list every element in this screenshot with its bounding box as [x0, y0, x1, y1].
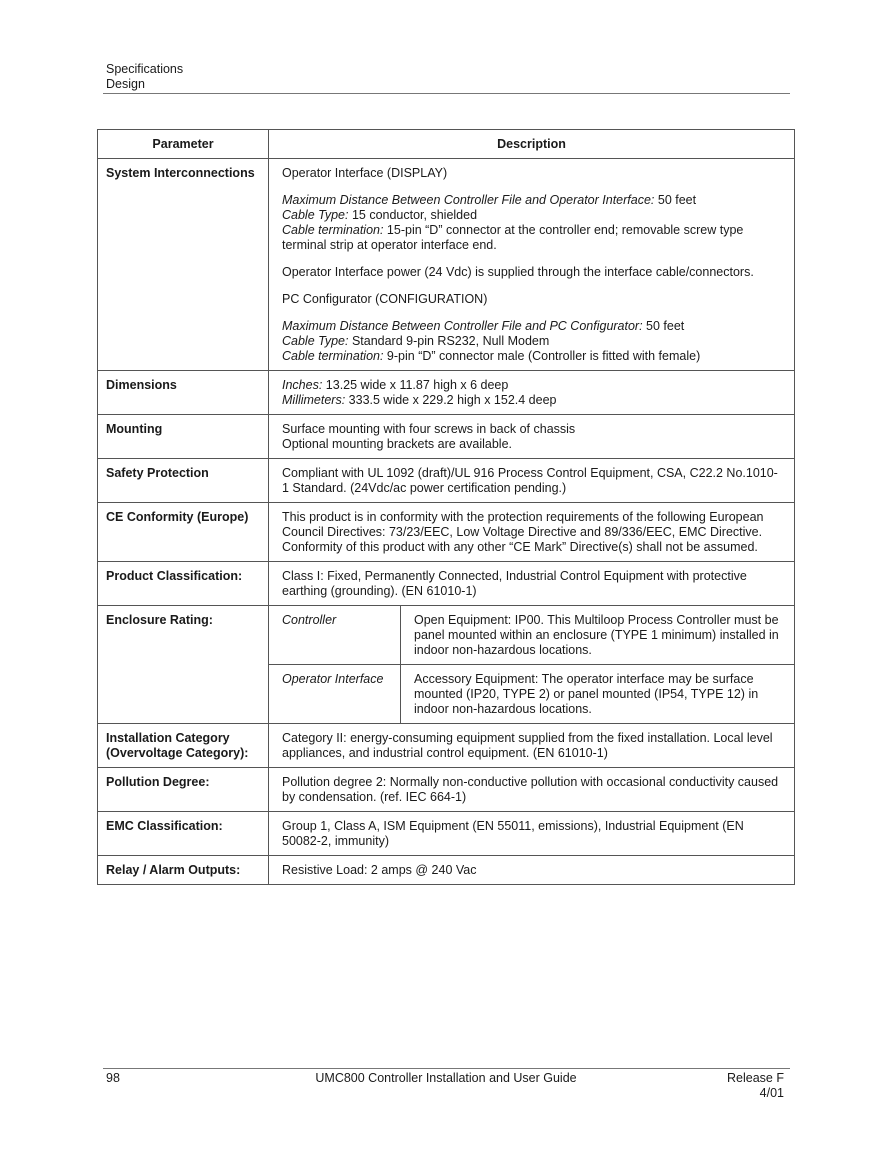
- desc-dimensions: [269, 371, 795, 415]
- operator-interface-power: Operator Interface power (24 Vdc) is supplied through the interface cable/connectors.: [282, 265, 754, 279]
- desc-pollution-degree: Pollution degree 2: Normally non-conductive pollution with occasional conductivity caused by condensation. (ref. IEC 664-1): [269, 768, 795, 812]
- spec-label: Cable termination:: [282, 349, 384, 363]
- param-dimensions: Dimensions: [98, 371, 269, 415]
- spec-label: Maximum Distance Between Controller File and Operator Interface:: [282, 193, 655, 207]
- enclosure-row: [269, 665, 794, 724]
- param-system-interconnections: System Interconnections: [98, 159, 269, 371]
- specifications-table: [97, 129, 795, 885]
- table-row: [98, 768, 795, 812]
- param-relay-alarm-outputs: Relay / Alarm Outputs:: [98, 856, 269, 885]
- table-row: [98, 159, 795, 371]
- param-ce-conformity: CE Conformity (Europe): [98, 503, 269, 562]
- param-enclosure-rating: Enclosure Rating:: [98, 606, 269, 724]
- desc-mounting: [269, 415, 795, 459]
- operator-interface-title: Operator Interface (DISPLAY): [282, 166, 448, 180]
- param-installation-category: Installation Category (Overvoltage Category):: [98, 724, 269, 768]
- spec-value: Standard 9-pin RS232, Null Modem: [348, 334, 550, 348]
- pc-configurator-title: PC Configurator (CONFIGURATION): [282, 292, 488, 306]
- param-emc-classification: EMC Classification:: [98, 812, 269, 856]
- operator-interface-specs: [282, 193, 780, 253]
- table-row: [98, 812, 795, 856]
- enclosure-subject: Operator Interface: [269, 665, 401, 724]
- column-header-parameter: Parameter: [98, 130, 269, 159]
- enclosure-subtable: [269, 606, 794, 723]
- table-row: [98, 856, 795, 885]
- table-row: [98, 724, 795, 768]
- desc-ce-conformity: This product is in conformity with the protection requirements of the following European Council Directives: 73/23/EEC, Low Voltage Directive and 89/336/EEC, EMC Directive. Conformity of this product with any other “CE Mark” Directive(s) shall not be assumed.: [269, 503, 795, 562]
- spec-value: 13.25 wide x 11.87 high x 6 deep: [322, 378, 509, 392]
- spec-label: Cable Type:: [282, 334, 349, 348]
- spec-value: 15 conductor, shielded: [348, 208, 478, 222]
- spec-value: 50 feet: [642, 319, 685, 333]
- running-header: [106, 62, 183, 92]
- header-rule: [103, 93, 790, 94]
- column-header-description: Description: [269, 130, 795, 159]
- mounting-line: Surface mounting with four screws in back of chassis: [282, 422, 576, 436]
- mounting-line: Optional mounting brackets are available.: [282, 437, 512, 451]
- param-product-classification: Product Classification:: [98, 562, 269, 606]
- desc-safety-protection: Compliant with UL 1092 (draft)/UL 916 Process Control Equipment, CSA, C22.2 No.1010-1 Standard. (24Vdc/ac power certification pending.): [269, 459, 795, 503]
- page-number: 98: [106, 1071, 120, 1085]
- desc-enclosure-rating: [269, 606, 795, 724]
- table-header-row: [98, 130, 795, 159]
- spec-label: Cable termination:: [282, 223, 384, 237]
- desc-emc-classification: Group 1, Class A, ISM Equipment (EN 55011, emissions), Industrial Equipment (EN 50082-2, immunity): [269, 812, 795, 856]
- release-date: 4/01: [759, 1086, 784, 1100]
- spec-value: 15-pin “D” connector at the controller end; removable screw type terminal strip at operator interface end.: [282, 223, 744, 252]
- spec-value: 9-pin “D” connector male (Controller is fitted with female): [383, 349, 701, 363]
- enclosure-subject: Controller: [269, 606, 401, 665]
- enclosure-row: [269, 606, 794, 665]
- spec-label: Millimeters:: [282, 393, 346, 407]
- table-row: [98, 606, 795, 724]
- enclosure-text: Accessory Equipment: The operator interface may be surface mounted (IP20, TYPE 2) or panel mounted (IP54, TYPE 12) in indoor non-hazardous locations.: [401, 665, 795, 724]
- param-pollution-degree: Pollution Degree:: [98, 768, 269, 812]
- enclosure-text: Open Equipment: IP00. This Multiloop Process Controller must be panel mounted within an enclosure (TYPE 1 minimum) installed in indoor non-hazardous locations.: [414, 613, 779, 657]
- header-section: Specifications: [106, 62, 184, 76]
- table-row: [98, 503, 795, 562]
- spec-value: 50 feet: [654, 193, 697, 207]
- table-row: [98, 459, 795, 503]
- pc-configurator-specs: [282, 319, 780, 364]
- table-row: [98, 562, 795, 606]
- table-row: [98, 415, 795, 459]
- desc-relay-alarm-outputs: Resistive Load: 2 amps @ 240 Vac: [269, 856, 795, 885]
- spec-label: Cable Type:: [282, 208, 349, 222]
- desc-system-interconnections: [269, 159, 795, 371]
- param-safety-protection: Safety Protection: [98, 459, 269, 503]
- param-mounting: Mounting: [98, 415, 269, 459]
- desc-installation-category: Category II: energy-consuming equipment supplied from the fixed installation. Local level appliances, and industrial control equipment. (EN 61010-1): [269, 724, 795, 768]
- desc-product-classification: Class I: Fixed, Permanently Connected, Industrial Control Equipment with protective earthing (grounding). (EN 61010-1): [269, 562, 795, 606]
- footer-rule: [103, 1068, 790, 1069]
- footer-release: [727, 1071, 784, 1101]
- spec-label: Inches:: [282, 378, 323, 392]
- spec-value: 333.5 wide x 229.2 high x 152.4 deep: [345, 393, 557, 407]
- table-row: [98, 371, 795, 415]
- release-label: Release F: [727, 1071, 784, 1085]
- spec-label: Maximum Distance Between Controller File and PC Configurator:: [282, 319, 643, 333]
- header-subsection: Design: [106, 77, 145, 91]
- footer-title: UMC800 Controller Installation and User Guide: [315, 1071, 577, 1085]
